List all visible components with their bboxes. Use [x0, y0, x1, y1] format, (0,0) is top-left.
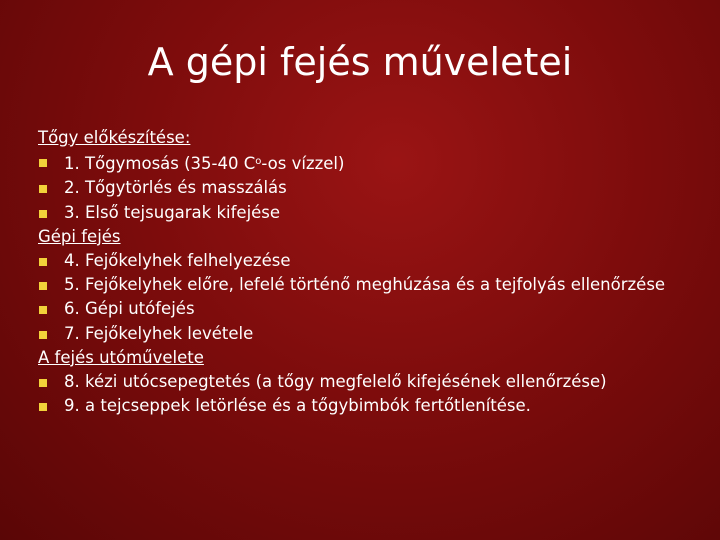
slide-title: A gépi fejés műveletei — [147, 40, 573, 84]
square-bullet-icon — [39, 210, 47, 218]
list-item: 4. Fejőkelyhek felhelyezése — [38, 249, 698, 273]
slide-content — [38, 126, 698, 418]
list-item: 5. Fejőkelyhek előre, lefelé történő meghúzása és a tejfolyás ellenőrzése — [38, 273, 698, 297]
list-item: 2. Tőgytörlés és masszálás — [38, 176, 698, 200]
square-bullet-icon — [39, 331, 47, 339]
square-bullet-icon — [39, 403, 47, 411]
square-bullet-icon — [39, 258, 47, 266]
square-bullet-icon — [39, 282, 47, 290]
list-item: 9. a tejcseppek letörlése és a tőgybimbók fertőtlenítése. — [38, 394, 698, 418]
section-heading-machine-milking: Gépi fejés — [38, 226, 121, 246]
list-item: 6. Gépi utófejés — [38, 297, 698, 321]
section-heading-udder-prep: Tőgy előkészítése: — [38, 128, 191, 147]
list-item: 7. Fejőkelyhek levétele — [38, 322, 698, 346]
list-item: 8. kézi utócsepegtetés (a tőgy megfelelő kifejésének ellenőrzése) — [38, 370, 698, 394]
list-item: 1. Tőgymosás (35-40 $C^o-os$ vízzel) — [38, 150, 698, 176]
list-item: 3. Első tejsugarak kifejése — [38, 201, 698, 225]
square-bullet-icon — [39, 185, 47, 193]
square-bullet-icon — [39, 159, 47, 167]
square-bullet-icon — [39, 379, 47, 387]
section-heading-post-milking: A fejés utóművelete — [38, 347, 204, 367]
square-bullet-icon — [39, 306, 47, 314]
